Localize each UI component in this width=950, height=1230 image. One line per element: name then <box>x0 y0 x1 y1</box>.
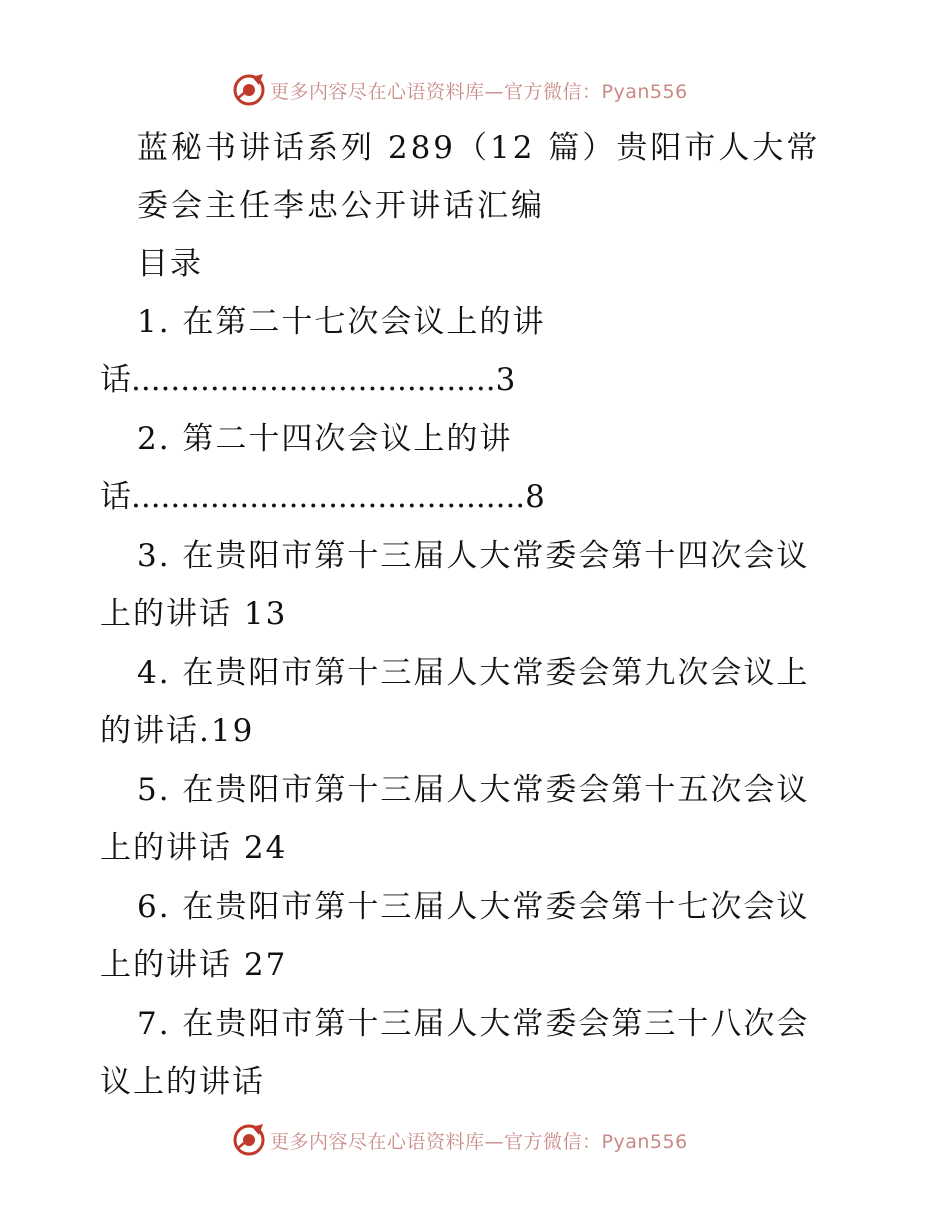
document-title-line-2: 委会主任李忠公开讲话汇编 <box>137 188 545 224</box>
toc-entry-5: 5. 在贵阳市第十三届人大常委会第十五次会议 <box>137 772 810 808</box>
watermark-text: 更多内容尽在心语资料库—官方微信：Pyan556 <box>270 80 688 103</box>
toc-entry-2: 2. 第二十四次会议上的讲 <box>137 421 513 457</box>
watermark-text: 更多内容尽在心语资料库—官方微信：Pyan556 <box>270 1130 688 1153</box>
toc-entry-6: 6. 在贵阳市第十三届人大常委会第十七次会议 <box>137 889 810 925</box>
toc-heading: 目录 <box>137 246 203 282</box>
brand-logo-icon <box>232 73 266 107</box>
toc-entry-7: 7. 在贵阳市第十三届人大常委会第三十八次会 <box>137 1006 810 1042</box>
toc-entry-7-continuation: 议上的讲话 <box>100 1064 265 1100</box>
document-title-line-1: 蓝秘书讲话系列 289（12 篇）贵阳市人大常 <box>137 130 821 166</box>
brand-logo-icon <box>232 1123 266 1157</box>
toc-entry-1-continuation: 话.....................................3 <box>100 362 516 398</box>
watermark-footer <box>232 1122 688 1158</box>
toc-entry-4-continuation: 的讲话.19 <box>100 713 255 749</box>
toc-entry-2-continuation: 话........................................8 <box>100 479 545 515</box>
watermark-header <box>232 72 688 108</box>
toc-entry-5-continuation: 上的讲话 24 <box>100 830 288 866</box>
toc-entry-4: 4. 在贵阳市第十三届人大常委会第九次会议上 <box>137 655 810 691</box>
toc-entry-3: 3. 在贵阳市第十三届人大常委会第十四次会议 <box>137 538 810 574</box>
toc-entry-1: 1. 在第二十七次会议上的讲 <box>137 304 546 340</box>
toc-entry-6-continuation: 上的讲话 27 <box>100 947 288 983</box>
toc-entry-3-continuation: 上的讲话 13 <box>100 596 288 632</box>
